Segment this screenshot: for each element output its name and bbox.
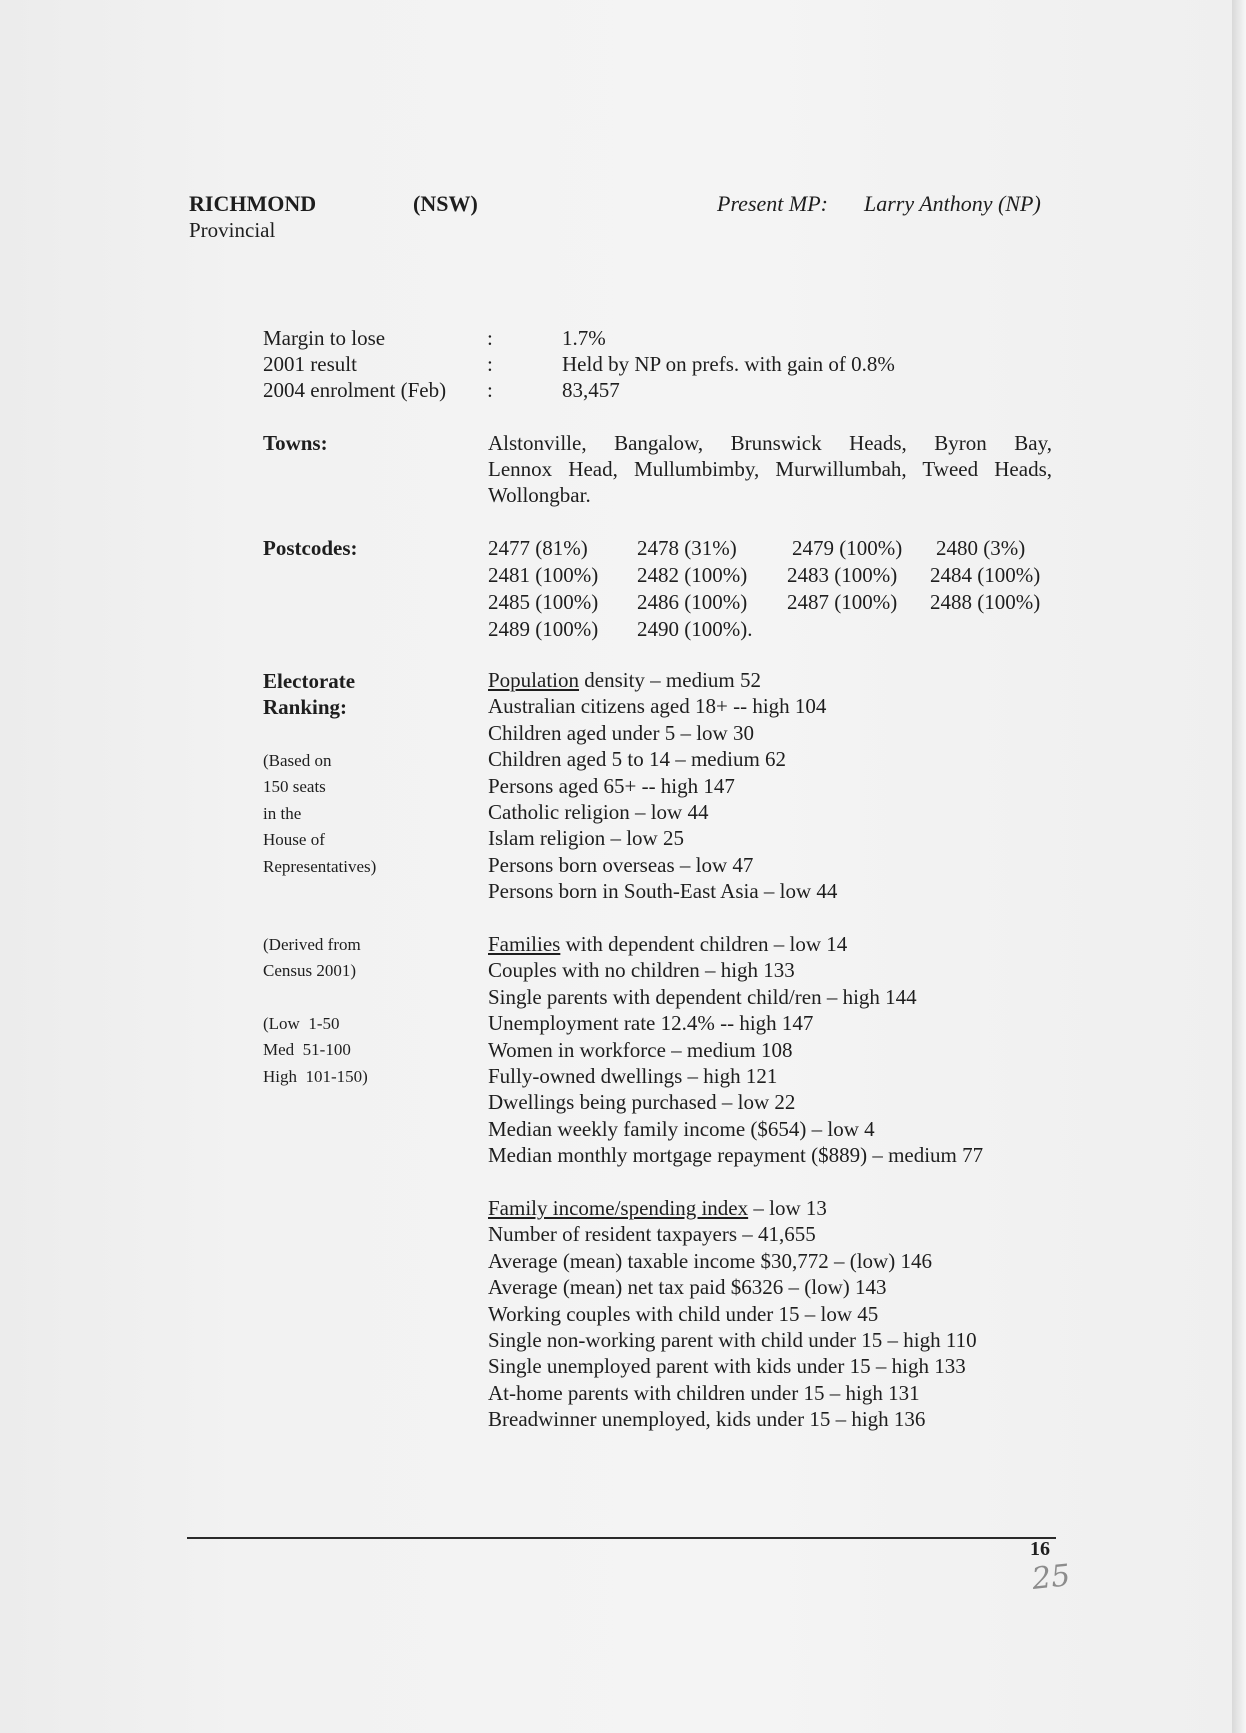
ranking-group-heading-rest: with dependent children – low 14 — [560, 932, 848, 956]
present-mp-label: Present MP: — [717, 191, 828, 216]
ranking-item: Children aged 5 to 14 – medium 62 — [488, 747, 787, 772]
summary-sep-result: : — [487, 352, 493, 376]
seat-name: RICHMOND — [189, 191, 317, 216]
postcode-cell: 2482 (100%) — [637, 563, 748, 587]
postcode-cell: 2483 (100%) — [787, 563, 898, 587]
handwritten-page-number: 25 — [1030, 1558, 1072, 1597]
summary-label-margin: Margin to lose — [263, 326, 386, 350]
postcode-cell: 2486 (100%) — [637, 590, 748, 614]
ranking-item: Median weekly family income ($654) – low 4 — [488, 1116, 875, 1141]
postcode-cell: 2484 (100%) — [930, 563, 1041, 587]
postcode-cell: 2477 (81%) — [488, 536, 588, 560]
ranking-item: Children aged under 5 – low 30 — [488, 720, 754, 745]
ranking-item: Unemployment rate 12.4% -- high 147 — [488, 1011, 814, 1036]
ranking-label-line1: Electorate — [263, 669, 356, 693]
summary-value-margin: 1.7% — [562, 326, 606, 350]
postcode-cell: 2478 (31%) — [637, 536, 737, 560]
ranking-group-heading-link: Population — [488, 668, 580, 692]
towns-line: Wollongbar. — [488, 483, 591, 507]
note-line: (Low 1-50 — [263, 1014, 340, 1033]
postcode-cell: 2485 (100%) — [488, 590, 599, 614]
postcode-cell: 2480 (3%) — [936, 536, 1026, 560]
ranking-group-heading — [488, 931, 983, 957]
seat-state: (NSW) — [413, 191, 478, 216]
postcode-cell: 2489 (100%) — [488, 617, 599, 641]
ranking-item: Single parents with dependent child/ren – high 144 — [488, 984, 917, 1009]
note-line: Representatives) — [263, 856, 377, 876]
footer-rule — [187, 1537, 1056, 1539]
note-line: High 101-150) — [263, 1066, 368, 1086]
summary-value-enrolment: 83,457 — [562, 378, 620, 402]
note-line: House of — [263, 830, 325, 850]
ranking-group-families — [488, 931, 983, 1169]
note-line: (Based on — [263, 751, 332, 770]
summary-label-result: 2001 result — [263, 352, 357, 376]
ranking-item: Persons born overseas – low 47 — [488, 852, 754, 877]
postcode-cell: 2481 (100%) — [488, 563, 599, 587]
ranking-item: Average (mean) taxable income $30,772 – (low) 146 — [488, 1248, 932, 1273]
ranking-group-heading-link: Families — [488, 932, 561, 956]
summary-value-result: Held by NP on prefs. with gain of 0.8% — [562, 352, 895, 376]
postcodes-label: Postcodes: — [263, 536, 358, 560]
ranking-item: Fully-owned dwellings – high 121 — [488, 1063, 778, 1088]
note-line: 150 seats — [263, 777, 326, 797]
towns-label: Towns: — [263, 431, 328, 455]
towns-line: Alstonville, Bangalow, Brunswick Heads, Byron Bay, — [488, 431, 1052, 455]
seat-classification: Provincial — [189, 218, 276, 242]
ranking-item: Median monthly mortgage repayment ($889) – medium 77 — [488, 1143, 984, 1168]
note-line: Census 2001) — [263, 961, 357, 981]
ranking-item: Breadwinner unemployed, kids under 15 – high 136 — [488, 1407, 926, 1432]
ranking-item: Persons aged 65+ -- high 147 — [488, 773, 735, 798]
present-mp-name: Larry Anthony (NP) — [864, 191, 1041, 216]
ranking-item: Women in workforce – medium 108 — [488, 1037, 793, 1062]
summary-sep-margin: : — [487, 326, 493, 350]
note-line: in the — [263, 803, 302, 823]
note-line: Med 51-100 — [263, 1040, 351, 1060]
postcode-cell: 2490 (100%). — [637, 617, 753, 641]
summary-label-enrolment: 2004 enrolment (Feb) — [263, 378, 447, 402]
ranking-basis-note — [263, 748, 376, 880]
ranking-item: Catholic religion – low 44 — [488, 799, 709, 824]
ranking-item: Working couples with child under 15 – low 45 — [488, 1301, 879, 1326]
ranking-item: Islam religion – low 25 — [488, 826, 684, 851]
ranking-item: Average (mean) net tax paid $6326 – (low) 143 — [488, 1275, 887, 1300]
postcode-cell: 2488 (100%) — [930, 590, 1041, 614]
ranking-group-heading-rest: – low 13 — [748, 1196, 827, 1220]
towns-line: Lennox Head, Mullumbimby, Murwillumbah, Tweed Heads, — [488, 457, 1052, 481]
ranking-item: Australian citizens aged 18+ -- high 104 — [488, 694, 827, 719]
ranking-group-heading-link: Family income/spending index — [488, 1196, 749, 1220]
ranking-group-income — [488, 1195, 977, 1433]
towns-list — [488, 430, 1052, 508]
ranking-item: Persons born in South-East Asia – low 44 — [488, 879, 838, 904]
postcode-cell: 2487 (100%) — [787, 590, 898, 614]
ranking-item: At-home parents with children under 15 – high 131 — [488, 1380, 920, 1405]
page-number: 16 — [1030, 1538, 1050, 1560]
summary-sep-enrolment: : — [487, 378, 493, 402]
ranking-source-note — [263, 932, 361, 985]
ranking-group-population — [488, 667, 837, 905]
note-line: (Derived from — [263, 935, 361, 954]
ranking-group-heading — [488, 1195, 977, 1221]
ranking-item: Dwellings being purchased – low 22 — [488, 1090, 796, 1115]
ranking-scale-note — [263, 1011, 368, 1090]
ranking-item: Couples with no children – high 133 — [488, 958, 795, 983]
ranking-group-heading — [488, 667, 837, 693]
ranking-item: Single unemployed parent with kids under 15 – high 133 — [488, 1354, 966, 1379]
ranking-label-line2: Ranking: — [263, 695, 348, 719]
postcode-cell: 2479 (100%) — [792, 536, 903, 560]
ranking-item: Number of resident taxpayers – 41,655 — [488, 1222, 816, 1247]
ranking-group-heading-rest: density – medium 52 — [579, 668, 762, 692]
ranking-item: Single non-working parent with child under 15 – high 110 — [488, 1327, 977, 1352]
page-edge-shadow — [1232, 0, 1246, 1733]
